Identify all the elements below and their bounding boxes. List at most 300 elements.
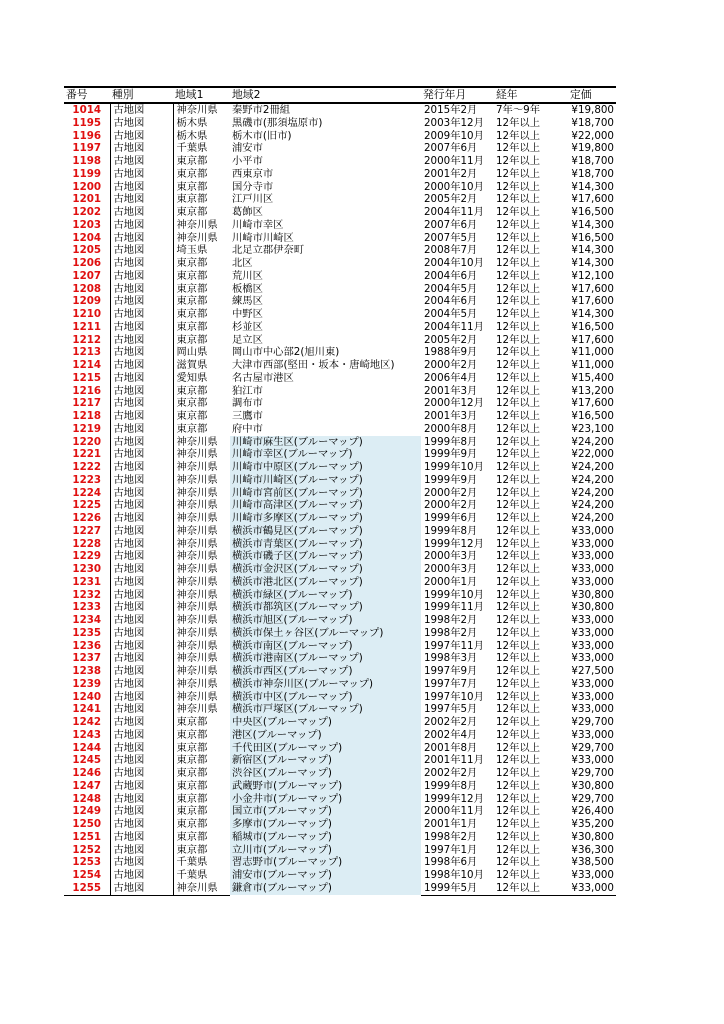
cell-type: 古地図	[110, 206, 173, 219]
cell-age: 12年以上	[496, 614, 540, 626]
cell-type: 古地図	[110, 423, 173, 436]
cell-age: 12年以上	[496, 741, 540, 754]
cell-type: 古地図	[110, 181, 173, 194]
cell-region1: 神奈川県	[173, 589, 230, 602]
cell-price: ¥17,600	[571, 397, 614, 410]
cell-price: ¥29,700	[571, 716, 614, 728]
header-region2: 地域2	[230, 87, 421, 103]
cell-type: 古地図	[110, 729, 173, 742]
table-row	[64, 818, 616, 831]
cell-region2: 横浜市鶴見区(ブルーマップ)	[230, 525, 421, 538]
table-row	[64, 283, 616, 296]
cell-number: 1228	[72, 537, 102, 550]
cell-type: 古地図	[110, 640, 173, 653]
cell-number: 1255	[64, 882, 110, 895]
cell-region1: 東京都	[173, 168, 230, 181]
cell-region1: 神奈川県	[173, 525, 230, 538]
cell-age: 12年以上	[496, 677, 540, 690]
cell-issue-date: 2007年6月	[424, 218, 478, 231]
cell-region2: 杉並区	[232, 320, 263, 333]
cell-region2: 川崎市川崎区(ブルーマップ)	[230, 474, 421, 487]
cell-region2: 横浜市青葉区(ブルーマップ)	[230, 538, 421, 551]
cell-age: 12年以上	[494, 882, 556, 895]
cell-region1: 神奈川県	[173, 232, 230, 245]
cell-issue-date: 2004年11月	[424, 206, 484, 218]
table-row	[64, 869, 616, 882]
cell-number: 1214	[72, 359, 102, 371]
cell-price: ¥33,000	[571, 575, 614, 588]
cell-price: ¥18,700	[571, 167, 614, 180]
cell-region2: 習志野市(ブルーマップ)	[230, 856, 421, 869]
cell-region1: 神奈川県	[173, 703, 230, 716]
cell-region1: 東京都	[173, 844, 230, 857]
cell-number: 1253	[72, 856, 102, 869]
cell-age: 12年以上	[496, 665, 540, 677]
cell-region1: 東京都	[173, 716, 230, 729]
cell-region2: 三鷹市	[232, 410, 263, 422]
cell-issue-date: 1999年8月	[424, 779, 478, 792]
cell-type: 古地図	[110, 295, 173, 308]
cell-type: 古地図	[110, 869, 173, 882]
cell-age: 12年以上	[496, 206, 540, 218]
cell-type: 古地図	[110, 563, 173, 576]
cell-issue-date: 2008年7月	[424, 244, 478, 257]
cell-number: 1251	[72, 830, 102, 843]
cell-price: ¥17,600	[571, 282, 614, 295]
cell-price: ¥24,200	[571, 499, 614, 512]
table-row	[64, 589, 616, 602]
cell-issue-date: 1997年5月	[424, 703, 478, 716]
cell-region2: 栃木市(旧市)	[232, 129, 292, 142]
cell-region1: 神奈川県	[173, 512, 230, 525]
cell-age: 12年以上	[496, 410, 540, 422]
cell-region1: 東京都	[173, 181, 230, 194]
table-row	[64, 487, 616, 500]
cell-issue-date: 1998年2月	[424, 830, 478, 843]
table-row	[64, 742, 616, 755]
cell-issue-date: 2000年2月	[424, 499, 478, 512]
cell-region2: 中央区(ブルーマップ)	[230, 716, 421, 729]
table-row	[64, 563, 616, 576]
cell-issue-date: 1999年9月	[424, 448, 478, 461]
table-row	[64, 793, 616, 806]
table-row	[64, 436, 616, 449]
cell-region2: 国分寺市	[232, 180, 274, 193]
cell-number: 1201	[72, 193, 102, 206]
table-row	[64, 525, 616, 538]
cell-region1: 神奈川県	[173, 461, 230, 474]
cell-age: 12年以上	[496, 486, 540, 499]
cell-price: ¥33,000	[571, 869, 614, 881]
cell-number: 1212	[72, 333, 102, 346]
cell-price: ¥35,200	[571, 818, 614, 830]
table-row	[64, 512, 616, 525]
cell-region1: 東京都	[173, 283, 230, 296]
table-row	[64, 601, 616, 614]
cell-age: 12年以上	[496, 818, 540, 830]
cell-age: 12年以上	[496, 155, 540, 167]
cell-region1: 東京都	[173, 805, 230, 818]
cell-type: 古地図	[110, 487, 173, 500]
cell-region2: 岡山市中心部2(旭川東)	[232, 346, 340, 359]
cell-number: 1200	[72, 180, 102, 193]
cell-age: 12年以上	[496, 218, 540, 231]
table-row	[64, 410, 616, 423]
cell-region1: 神奈川県	[173, 550, 230, 563]
cell-issue-date: 2002年4月	[424, 728, 478, 741]
cell-age: 12年以上	[496, 728, 540, 741]
cell-age: 12年以上	[496, 448, 540, 461]
cell-issue-date: 2005年2月	[424, 193, 478, 206]
cell-age: 12年以上	[496, 231, 540, 244]
cell-price: ¥18,700	[571, 155, 614, 167]
cell-number: 1244	[72, 741, 102, 754]
cell-age: 12年以上	[496, 461, 540, 473]
cell-region1: 栃木県	[173, 117, 230, 130]
cell-age: 12年以上	[496, 499, 540, 512]
cell-age: 12年以上	[496, 652, 540, 665]
cell-number: 1198	[72, 155, 102, 167]
cell-age: 12年以上	[496, 550, 540, 563]
cell-number: 1210	[72, 308, 102, 320]
table-row	[64, 627, 616, 640]
cell-issue-date: 2000年12月	[424, 397, 484, 410]
cell-price: ¥24,200	[571, 473, 614, 486]
table-row	[64, 448, 616, 461]
header-region1: 地域1	[173, 87, 230, 103]
cell-number: 1254	[72, 869, 102, 881]
cell-type: 古地図	[110, 219, 173, 232]
cell-region1: 東京都	[173, 206, 230, 219]
cell-issue-date: 2000年2月	[424, 359, 478, 371]
cell-type: 古地図	[110, 716, 173, 729]
cell-number: 1249	[72, 805, 102, 818]
cell-region2: 横浜市港南区(ブルーマップ)	[230, 652, 421, 665]
cell-region2: 中野区	[232, 308, 263, 320]
cell-number: 1247	[72, 779, 102, 792]
cell-number: 1241	[72, 703, 102, 716]
cell-issue-date: 2003年12月	[424, 116, 484, 129]
cell-age: 12年以上	[496, 805, 540, 818]
table-row	[64, 397, 616, 410]
cell-issue-date: 2000年10月	[424, 180, 484, 193]
table-row	[64, 576, 616, 589]
cell-type: 古地図	[110, 410, 173, 423]
cell-price: ¥22,000	[571, 129, 614, 142]
cell-type: 古地図	[110, 283, 173, 296]
cell-type: 古地図	[110, 525, 173, 538]
cell-number: 1209	[72, 295, 102, 308]
cell-price: ¥24,200	[571, 435, 614, 448]
cell-region1: 東京都	[173, 397, 230, 410]
cell-age: 12年以上	[496, 830, 540, 843]
cell-type: 古地図	[110, 512, 173, 525]
cell-type: 古地図	[110, 130, 173, 143]
cell-number: 1245	[72, 754, 102, 767]
cell-issue-date: 2004年6月	[424, 269, 478, 282]
cell-number: 1204	[72, 231, 102, 244]
cell-number: 1215	[72, 371, 102, 384]
cell-type: 古地図	[110, 589, 173, 602]
table-row	[64, 219, 616, 232]
cell-issue-date: 2015年2月	[424, 104, 478, 116]
cell-region2: 港区(ブルーマップ)	[230, 729, 421, 742]
cell-region2: 横浜市中区(ブルーマップ)	[230, 691, 421, 704]
cell-number: 1217	[72, 397, 102, 410]
cell-region2: 新宿区(ブルーマップ)	[230, 754, 421, 767]
cell-type: 古地図	[110, 780, 173, 793]
cell-region2: 秦野市2冊組	[232, 104, 291, 116]
cell-number: 1237	[72, 652, 102, 665]
header-number: 番号	[64, 87, 110, 103]
cell-price: ¥29,700	[571, 741, 614, 754]
table-row	[64, 767, 616, 780]
cell-type: 古地図	[110, 232, 173, 245]
cell-region1: 東京都	[173, 793, 230, 806]
cell-price: ¥33,000	[571, 626, 614, 639]
cell-region1: 神奈川県	[173, 665, 230, 678]
cell-issue-date: 1999年12月	[424, 792, 484, 805]
cell-age: 12年以上	[496, 333, 540, 346]
cell-issue-date: 2004年11月	[424, 320, 484, 333]
cell-age: 12年以上	[496, 384, 540, 397]
cell-price: ¥17,600	[571, 333, 614, 346]
cell-issue-date: 1997年10月	[424, 690, 484, 703]
table-row	[64, 385, 616, 398]
table-row	[64, 844, 616, 857]
cell-issue-date: 1997年11月	[424, 639, 484, 652]
cell-age: 12年以上	[496, 320, 540, 333]
cell-region1: 東京都	[173, 831, 230, 844]
table-row	[64, 193, 616, 206]
cell-region1: 栃木県	[173, 130, 230, 143]
cell-region1: 千葉県	[173, 142, 230, 155]
cell-region1: 東京都	[173, 767, 230, 780]
cell-price: ¥17,600	[571, 193, 614, 206]
cell-number: 1208	[72, 282, 102, 295]
header-type: 種別	[110, 87, 173, 103]
cell-price: ¥33,000	[571, 524, 614, 537]
cell-region2: 立川市(ブルーマップ)	[230, 844, 421, 857]
cell-type: 古地図	[110, 665, 173, 678]
cell-type: 古地図	[110, 805, 173, 818]
table-row	[64, 206, 616, 219]
cell-price: ¥18,700	[571, 116, 614, 129]
cell-region2: 川崎市多摩区(ブルーマップ)	[230, 512, 421, 525]
table-row	[64, 652, 616, 665]
table-row	[64, 754, 616, 767]
cell-region2: 稲城市(ブルーマップ)	[230, 831, 421, 844]
cell-type: 古地図	[110, 244, 173, 257]
cell-number: 1199	[72, 167, 102, 180]
table-row	[64, 321, 616, 334]
cell-issue-date: 2000年3月	[424, 563, 478, 575]
table-row	[64, 856, 616, 869]
cell-region1: 東京都	[173, 270, 230, 283]
cell-price: ¥33,000	[571, 537, 614, 550]
cell-region1: 神奈川県	[173, 103, 230, 117]
cell-region2: 横浜市緑区(ブルーマップ)	[230, 589, 421, 602]
table-row	[64, 130, 616, 143]
cell-region2: 荒川区	[232, 269, 263, 282]
cell-number: 1226	[72, 512, 102, 524]
table-row	[64, 882, 616, 895]
cell-region2: 小金井市(ブルーマップ)	[230, 793, 421, 806]
cell-region2: 国立市(ブルーマップ)	[230, 805, 421, 818]
cell-issue-date: 2001年3月	[424, 410, 478, 422]
cell-price: ¥29,700	[571, 767, 614, 779]
cell-region2: 板橋区	[232, 282, 263, 295]
cell-region2: 狛江市	[232, 384, 263, 397]
cell-region1: 神奈川県	[173, 614, 230, 627]
cell-age: 12年以上	[496, 716, 540, 728]
cell-age: 12年以上	[496, 601, 540, 614]
cell-age: 12年以上	[496, 792, 540, 805]
cell-issue-date: 2002年2月	[424, 716, 478, 728]
cell-price: ¥15,400	[571, 371, 614, 384]
cell-type: 古地図	[110, 627, 173, 640]
cell-age: 12年以上	[496, 116, 540, 129]
cell-issue-date: 1997年9月	[424, 665, 478, 677]
cell-age: 12年以上	[496, 167, 540, 180]
table-row	[64, 270, 616, 283]
cell-region1: 千葉県	[173, 869, 230, 882]
cell-region1: 神奈川県	[173, 882, 230, 895]
cell-price: ¥38,500	[571, 856, 614, 869]
cell-number: 1218	[72, 410, 102, 422]
cell-number: 1236	[72, 639, 102, 652]
cell-type: 古地図	[110, 359, 173, 372]
cell-region1: 神奈川県	[173, 474, 230, 487]
cell-price: ¥33,000	[571, 703, 614, 716]
cell-region2: 浦安市(ブルーマップ)	[230, 869, 421, 882]
cell-type: 古地図	[110, 767, 173, 780]
cell-number: 1225	[72, 499, 102, 512]
cell-age: 12年以上	[496, 435, 540, 448]
cell-type: 古地図	[110, 818, 173, 831]
cell-number: 1242	[72, 716, 102, 728]
cell-region2: 横浜市都筑区(ブルーマップ)	[230, 601, 421, 614]
cell-type: 古地図	[110, 346, 173, 359]
cell-region1: 東京都	[173, 410, 230, 423]
cell-type: 古地図	[110, 474, 173, 487]
table-row	[64, 729, 616, 742]
cell-region2: 渋谷区(ブルーマップ)	[230, 767, 421, 780]
cell-number: 1207	[72, 269, 102, 282]
cell-age: 12年以上	[496, 129, 540, 142]
cell-type: 古地図	[110, 793, 173, 806]
cell-number: 1239	[72, 677, 102, 690]
table-row	[64, 691, 616, 704]
cell-region1: 東京都	[173, 334, 230, 347]
cell-issue-date: 2004年10月	[424, 257, 484, 269]
table-row	[64, 181, 616, 194]
table-body	[64, 103, 616, 895]
cell-region1: 神奈川県	[173, 436, 230, 449]
cell-price: ¥36,300	[571, 843, 614, 856]
cell-age: 12年以上	[496, 422, 540, 435]
cell-price: ¥26,400	[571, 805, 614, 818]
cell-region2: 武蔵野市(ブルーマップ)	[230, 780, 421, 793]
cell-number: 1202	[72, 206, 102, 218]
header-issue-date: 発行年月	[421, 87, 494, 103]
cell-age: 12年以上	[496, 563, 540, 575]
cell-price: ¥14,300	[571, 257, 614, 269]
cell-price: ¥17,600	[571, 295, 614, 308]
cell-price: ¥30,800	[571, 779, 614, 792]
table-row	[64, 423, 616, 436]
cell-price: ¥16,500	[571, 231, 614, 244]
cell-issue-date: 2009年10月	[424, 129, 484, 142]
cell-issue-date: 1998年6月	[424, 856, 478, 869]
table-row	[64, 359, 616, 372]
cell-issue-date: 2007年5月	[424, 231, 478, 244]
cell-region2: 多摩市(ブルーマップ)	[230, 818, 421, 831]
table-row	[64, 665, 616, 678]
cell-type: 古地図	[110, 193, 173, 206]
cell-number: 1252	[72, 843, 102, 856]
cell-number: 1238	[72, 665, 102, 677]
cell-age: 12年以上	[496, 257, 540, 269]
cell-price: ¥33,000	[556, 882, 616, 895]
cell-age: 12年以上	[496, 779, 540, 792]
cell-region1: 東京都	[173, 193, 230, 206]
cell-age: 12年以上	[496, 843, 540, 856]
cell-issue-date: 1999年8月	[424, 524, 478, 537]
cell-age: 7年～9年	[496, 104, 540, 116]
cell-region2: 千代田区(ブルーマップ)	[230, 742, 421, 755]
cell-issue-date: 1999年9月	[424, 473, 478, 486]
cell-type: 古地図	[110, 270, 173, 283]
cell-issue-date: 1999年6月	[424, 512, 478, 524]
cell-number: 1234	[72, 614, 102, 626]
table-row	[64, 103, 616, 117]
cell-age: 12年以上	[496, 295, 540, 308]
cell-type: 古地図	[110, 882, 173, 895]
table-row	[64, 640, 616, 653]
cell-number: 1205	[72, 244, 102, 257]
cell-issue-date: 1988年9月	[424, 346, 478, 359]
cell-issue-date: 1999年10月	[424, 588, 484, 601]
cell-number: 1216	[72, 384, 102, 397]
cell-region1: 東京都	[173, 423, 230, 436]
cell-region1: 東京都	[173, 780, 230, 793]
cell-region1: 神奈川県	[173, 691, 230, 704]
cell-issue-date: 1998年2月	[424, 626, 478, 639]
cell-type: 古地図	[110, 614, 173, 627]
cell-price: ¥24,200	[571, 486, 614, 499]
cell-issue-date: 2004年6月	[424, 295, 478, 308]
table-row	[64, 232, 616, 245]
cell-age: 12年以上	[496, 537, 540, 550]
cell-price: ¥33,000	[571, 652, 614, 665]
cell-region1: 東京都	[173, 257, 230, 270]
cell-age: 12年以上	[496, 282, 540, 295]
cell-price: ¥30,800	[571, 601, 614, 614]
cell-type: 古地図	[110, 844, 173, 857]
cell-region1: 神奈川県	[173, 640, 230, 653]
cell-issue-date: 1999年11月	[424, 601, 484, 614]
cell-age: 12年以上	[496, 575, 540, 588]
header-price: 定価	[556, 87, 616, 103]
table-row	[64, 257, 616, 270]
cell-type: 古地図	[110, 678, 173, 691]
cell-price: ¥30,800	[571, 830, 614, 843]
cell-region1: 神奈川県	[173, 627, 230, 640]
cell-type: 古地図	[110, 856, 173, 869]
cell-issue-date: 2000年8月	[424, 422, 478, 435]
cell-region2: 黒磯市(那須塩原市)	[232, 116, 323, 129]
